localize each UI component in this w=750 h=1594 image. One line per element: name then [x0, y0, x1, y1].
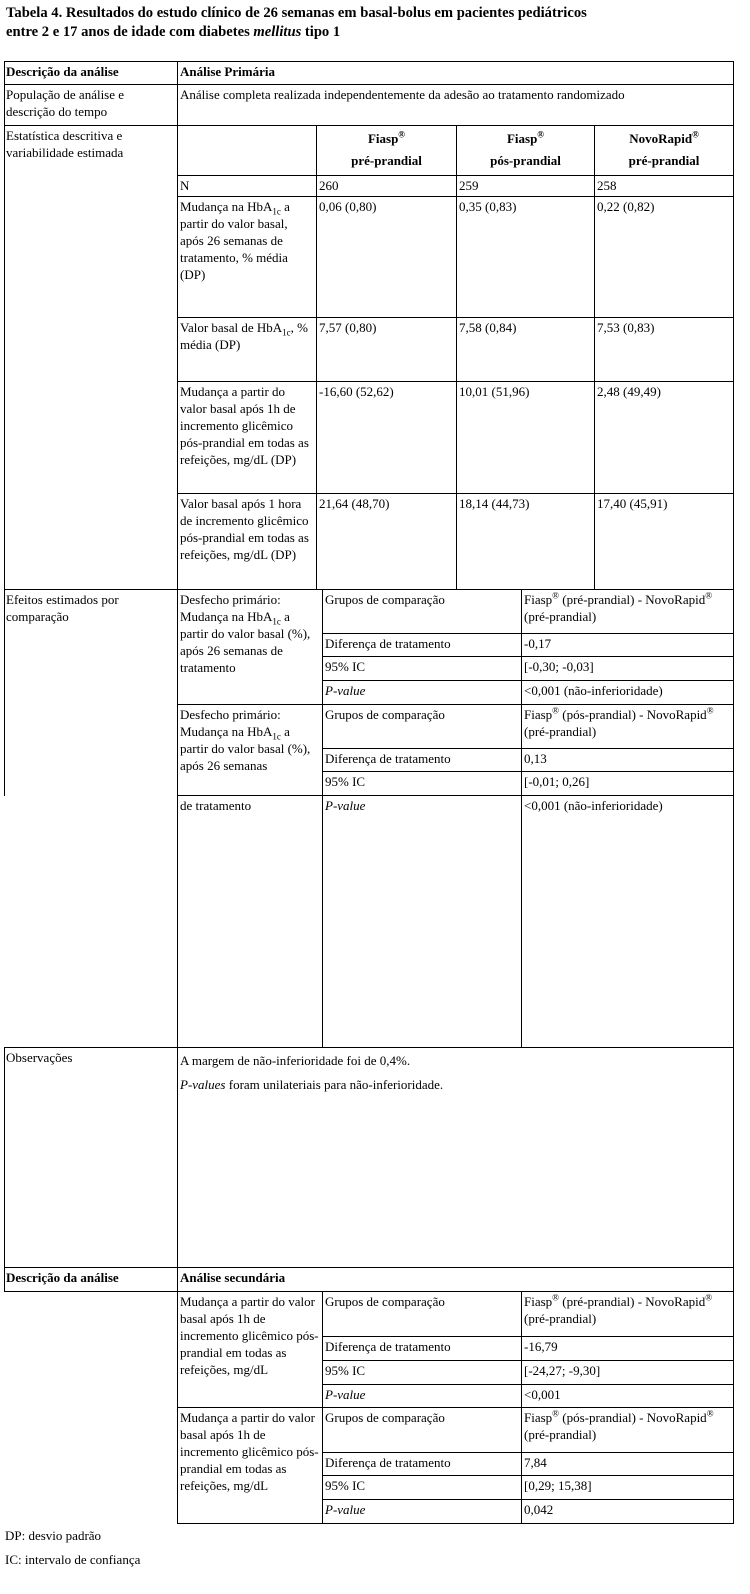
groups-label: Grupos de comparação [325, 1294, 445, 1309]
p-value: <0,001 (não-inferioridade) [524, 683, 663, 698]
cell-value: 2,48 (49,49) [597, 384, 661, 399]
row-label-glucose-basal: Valor basal após 1 hora de incremento glicêmico pós-prandial em todas as refeições, mg/dL (DP) [180, 496, 309, 562]
groups-value: Fiasp® (pré-prandial) - NovoRapid® (pré-prandial) [524, 590, 713, 624]
primary-endpoint-1: Desfecho primário: Mudança na HbA$_{1c}$ a partir do valor basal (%), após 26 semanas de tratamento [180, 592, 311, 675]
diff-label: Diferença de tratamento [325, 636, 451, 651]
row-label-hba1c-basal: Valor basal de HbA$_{1c}$, % média (DP) [180, 320, 309, 352]
cell-value: 258 [597, 178, 617, 193]
observation-line-1: A margem de não-inferioridade foi de 0,4%. [180, 1053, 411, 1068]
p-label: P-value [325, 1502, 366, 1517]
title-text: entre 2 e 17 anos de idade com diabetes [6, 24, 254, 40]
cell-value: 0,35 (0,83) [459, 199, 517, 214]
diff-label: Diferença de tratamento [325, 1339, 451, 1354]
title-line-2 [6, 23, 741, 42]
groups-value: Fiasp® (pós-prandial) - NovoRapid® (pré-prandial) [524, 1408, 714, 1442]
p-label: P-value [325, 683, 366, 698]
diff-label: Diferença de tratamento [325, 751, 451, 766]
cell-value: 7,57 (0,80) [319, 320, 377, 335]
primary-endpoint-2: Desfecho primário: Mudança na HbA$_{1c}$ a partir do valor basal (%), após 26 semanas [180, 707, 311, 773]
title-line-1: Tabela 4. Resultados do estudo clínico de 26 semanas em basal-bolus em pacientes pediátricos [6, 5, 587, 21]
secondary-endpoint-1: Mudança a partir do valor basal após 1h de incremento glicêmico pós-prandial em todas as refeições, mg/dL [180, 1294, 319, 1377]
ci-label: 95% IC [325, 1478, 366, 1493]
primary-endpoint-2-cont: de tratamento [180, 798, 252, 813]
row-label-glucose-change: Mudança a partir do valor basal após 1h de incremento glicêmico pós-prandial em todas as refeições, mg/dL (DP) [180, 384, 309, 467]
header-analysis-description: Descrição da análise [6, 64, 119, 79]
row-label-hba1c-change: Mudança na HbA$_{1c}$ a partir do valor basal, após 26 semanas de tratamento, % média (DP) [180, 199, 290, 282]
p-label: P-value [325, 798, 366, 813]
footnote-dp: DP: desvio padrão [5, 1528, 102, 1543]
effects-label: Efeitos estimados por comparação [6, 592, 119, 624]
diff-label: Diferença de tratamento [325, 1455, 451, 1470]
table-title [6, 4, 741, 42]
population-value: Análise completa realizada independentemente da adesão ao tratamento randomizado [180, 87, 625, 102]
groups-label: Grupos de comparação [325, 1410, 445, 1425]
cell-value: 0,06 (0,80) [319, 199, 377, 214]
header-analysis-description-2: Descrição da análise [6, 1270, 119, 1285]
p-value: <0,001 [524, 1387, 561, 1402]
cell-value: 7,53 (0,83) [597, 320, 655, 335]
cell-value: 260 [319, 178, 339, 193]
observations-text [178, 1048, 733, 1108]
col-header-fiasp-post: Fiasp® pós-prandial [490, 129, 561, 168]
cell-value: 17,40 (45,91) [597, 496, 668, 511]
population-label: População de análise e descrição do tempo [6, 87, 125, 119]
header-primary-analysis: Análise Primária [180, 64, 275, 79]
p-value: 0,042 [524, 1502, 554, 1517]
groups-label: Grupos de comparação [325, 707, 445, 722]
groups-label: Grupos de comparação [325, 592, 445, 607]
diff-value: 7,84 [524, 1455, 547, 1470]
cell-value: 21,64 (48,70) [319, 496, 390, 511]
ci-value: [-24,27; -9,30] [524, 1363, 601, 1378]
cell-value: 259 [459, 178, 479, 193]
cell-value: 7,58 (0,84) [459, 320, 517, 335]
observation-line-2: P-values foram unilateriais para não-inferioridade. [180, 1077, 444, 1092]
col-header-fiasp-pre: Fiasp® pré-prandial [351, 129, 422, 168]
groups-value: Fiasp® (pré-prandial) - NovoRapid® (pré-prandial) [524, 1292, 713, 1326]
groups-value: Fiasp® (pós-prandial) - NovoRapid® (pré-prandial) [524, 705, 714, 739]
secondary-endpoint-2: Mudança a partir do valor basal após 1h de incremento glicêmico pós-prandial em todas as refeições, mg/dL [180, 1410, 319, 1493]
ci-value: [-0,01; 0,26] [524, 774, 590, 789]
cell-value: -16,60 (52,62) [319, 384, 394, 399]
diff-value: -0,17 [524, 636, 552, 651]
ci-label: 95% IC [325, 774, 366, 789]
ci-value: [0,29; 15,38] [524, 1478, 592, 1493]
p-value: <0,001 (não-inferioridade) [524, 798, 663, 813]
ci-label: 95% IC [325, 1363, 366, 1378]
diff-value: -16,79 [524, 1339, 558, 1354]
row-label-n: N [180, 178, 190, 193]
ci-value: [-0,30; -0,03] [524, 659, 594, 674]
header-secondary-analysis: Análise secundária [180, 1270, 286, 1285]
title-text-end: tipo 1 [301, 24, 341, 40]
cell-value: 0,22 (0,82) [597, 199, 655, 214]
observations-label: Observações [6, 1050, 73, 1065]
cell-value: 10,01 (51,96) [459, 384, 530, 399]
p-label: P-value [325, 1387, 366, 1402]
col-header-novorapid-pre: NovoRapid® pré-prandial [628, 129, 700, 168]
cell-value: 18,14 (44,73) [459, 496, 530, 511]
footnote-ic: IC: intervalo de confiança [5, 1552, 141, 1567]
ci-label: 95% IC [325, 659, 366, 674]
title-italic: mellitus [253, 24, 302, 40]
diff-value: 0,13 [524, 751, 547, 766]
stats-label: Estatística descritiva e variabilidade estimada [6, 128, 124, 160]
